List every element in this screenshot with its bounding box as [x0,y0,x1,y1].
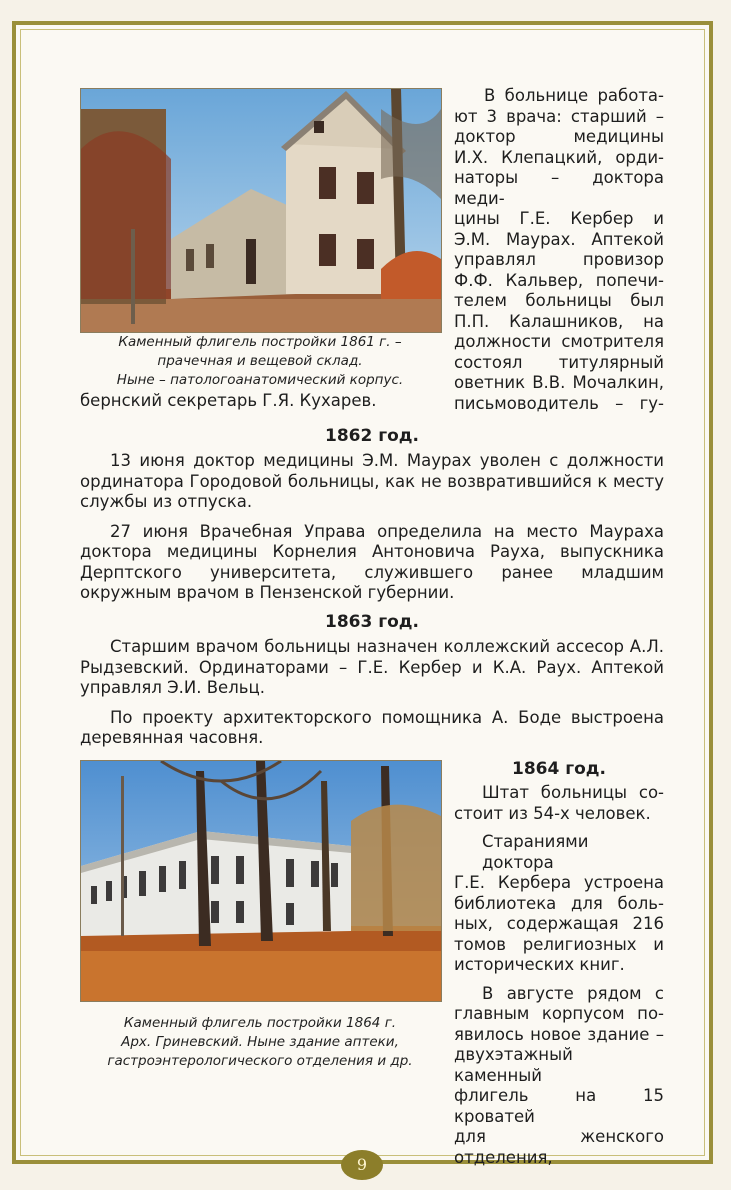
text-line: стоит из 54-х человек. [454,803,651,823]
caption-line: Арх. Гриневский. Ныне здание аптеки, [121,1034,399,1050]
photo1-caption [80,333,440,390]
photo2-caption [80,1014,440,1071]
text-line: И.Х. Клепацкий, орди- [454,147,664,167]
text-line: Стараниями доктора [482,832,589,872]
paragraph: 13 июня доктор медицины Э.М. Маурах уволен с должности ординатора Городовой больницы, как не возвратившийся к месту службы из отпуска. [80,451,664,511]
caption-line: Каменный флигель постройки 1861 г. – [118,334,402,350]
text-line: двухэтажный каменный [454,1045,573,1085]
text-line: исторических книг. [454,955,625,974]
text-line: В августе рядом с [482,983,664,1003]
heading-1864: 1864 год. [512,759,606,779]
caption-line: Каменный флигель постройки 1864 г. [123,1015,397,1031]
text-line: письмоводитель – гу- [454,393,664,413]
text-line: ных, содержащая 216 [454,914,664,933]
text-line: оветник В.В. Мочалкин, [454,373,664,392]
photo-building-1861 [80,88,442,333]
text-line: состоял титулярный [454,352,664,372]
heading-1862: 1862 год. [325,426,419,446]
text-line: В больнице работа- [484,86,664,105]
text-line: Г.Е. Кербера устроена [454,873,664,892]
section-1864 [454,783,664,1168]
text-line: должности смотрителя [454,332,664,351]
text-line: управлял провизор [454,250,664,269]
text-line: явилось новое здание – [454,1024,664,1044]
text-line: телем больницы был [454,291,664,310]
text-line: цины Г.Е. Кербер и [454,209,664,228]
text-line: флигель на 15 кроватей [454,1086,664,1126]
text-line: наторы – доктора меди- [454,168,664,208]
text-line: Ф.Ф. Кальвер, попечи- [454,270,664,290]
text-line: П.П. Калашников, на [454,311,664,331]
paragraph: По проекту архитекторского помощника А. Боде выстроена деревянная часовня. [80,707,664,747]
caption-line: Ныне – патологоанатомический корпус. [116,372,404,388]
text-line: для женского отделения, [454,1127,664,1167]
intro-column [454,86,664,414]
paragraph: 27 июня Врачебная Управа определила на место Маураха доктора медицины Корнелия Антоновича Рауха, выпускника Дерптского университета, служившего ранее младшим окружным врачом в Пензенской губернии. [80,521,664,602]
section-1862 [80,451,664,613]
heading-1863: 1863 год. [325,612,419,632]
text-line: ют 3 врача: старший – [454,106,664,126]
intro-tail: бернский секретарь Г.Я. Кухарев. [80,391,377,410]
section-1863 [80,637,664,758]
text-line: библиотека для боль- [454,893,664,913]
paragraph: Старшим врачом больницы назначен коллежский ассесор А.Л. Рыдзевский. Ординаторами – Г.Е. Кербер и К.А. Раух. Аптекой управлял Э.И. Вельц. [80,637,664,697]
text-line: Штат больницы со- [482,783,664,802]
text-line: главным корпусом по- [454,1004,664,1023]
text-line: доктор медицины [454,127,664,146]
photo-building-1864 [80,760,442,1002]
caption-line: прачечная и вещевой склад. [157,353,363,369]
caption-line: гастроэнтерологического отделения и др. [107,1053,413,1069]
text-line: томов религиозных и [454,934,664,954]
text-line: Э.М. Маурах. Аптекой [454,229,664,249]
page-number: 9 [341,1150,383,1180]
